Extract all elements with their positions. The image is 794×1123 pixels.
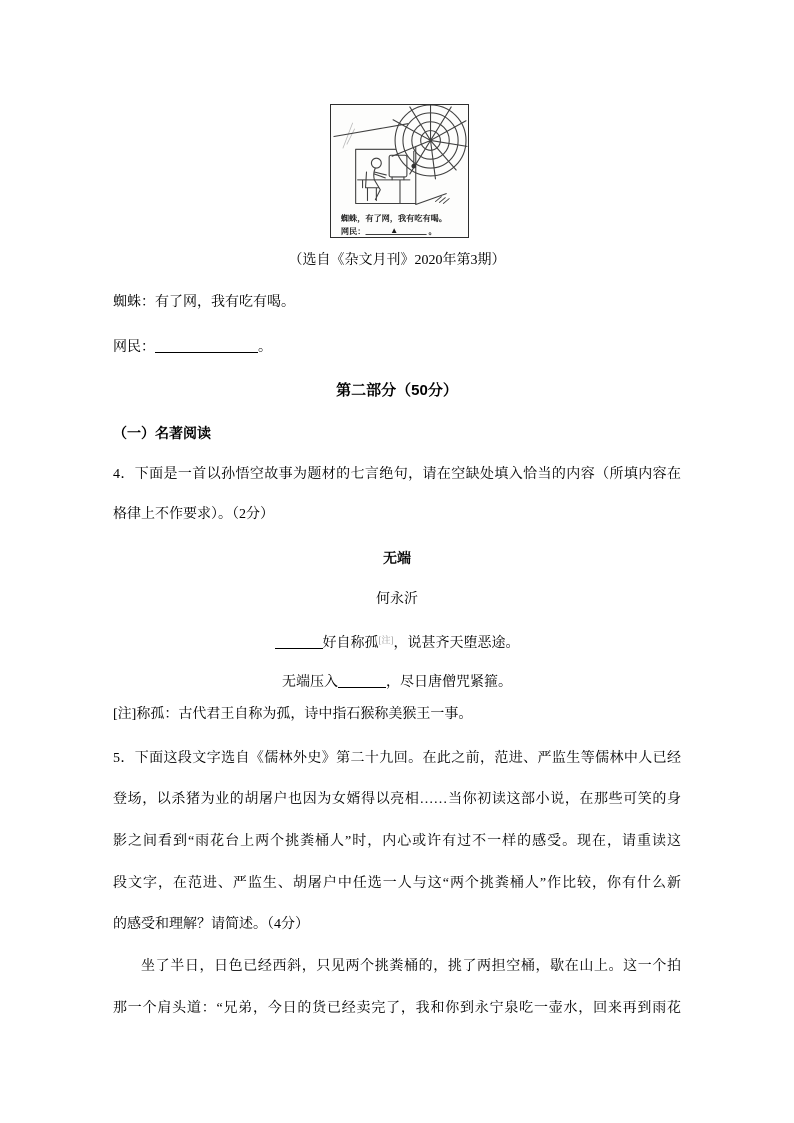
cartoon-figure bbox=[330, 104, 469, 238]
question5-line1: 5．下面这段文字选自《儒林外史》第二十九回。在此之前，范进、严监生等儒林中人已经 bbox=[113, 751, 681, 766]
poem-line1 bbox=[0, 629, 794, 651]
answer-placeholder-triangle-icon: ▲ bbox=[390, 226, 399, 236]
person-body-arms bbox=[374, 168, 386, 180]
poem-line2-text: 无端压入 bbox=[282, 675, 338, 690]
excerpt-line1: 坐了半日，日色已经西斜，只见两个挑粪桶的，挑了两担空桶，歇在山上。这一个拍 bbox=[141, 959, 681, 974]
spider-web-cartoon-illustration bbox=[331, 105, 468, 237]
netizen-label: 网民： bbox=[113, 340, 155, 355]
answer-blank bbox=[155, 337, 258, 353]
poem-footnote: [注]称孤：古代君王自称为孤，诗中指石猴称美猴王一事。 bbox=[113, 707, 473, 722]
poem-title: 无端 bbox=[383, 550, 411, 566]
question5-line5: 的感受和理解？请简述。（4分） bbox=[113, 917, 309, 932]
pencil-scribble bbox=[343, 123, 355, 149]
poem-line2-rest: ，尽日唐僧咒紧箍。 bbox=[386, 675, 512, 690]
poem-line2 bbox=[0, 672, 794, 694]
cartoon-netizen-end: 。 bbox=[428, 227, 437, 237]
question5-line4: 段文字，在范进、严监生、胡屠户中任选一人与这“两个挑粪桶人”作比较，你有什么新 bbox=[113, 876, 681, 891]
question5-line3: 影之间看到“雨花台上两个挑粪桶人”时，内心或许有过不一样的感受。现在，请重读这 bbox=[113, 834, 681, 849]
poem-author: 何永沂 bbox=[376, 592, 418, 607]
poem-line1-text: 好自称孤 bbox=[322, 636, 379, 651]
section-one-heading: （一）名著阅读 bbox=[113, 425, 211, 441]
cartoon-spider-line: 蜘蛛，有了网，我有吃有喝。 bbox=[340, 214, 447, 224]
netizen-dialogue-line bbox=[113, 337, 681, 359]
excerpt-line2: 那一个肩头道：“兄弟，今日的货已经卖完了，我和你到永宁泉吃一壶水，回来再到雨花 bbox=[113, 1001, 681, 1016]
spider-icon bbox=[411, 164, 416, 169]
computer-monitor bbox=[389, 155, 407, 177]
question4-line1: 4．下面是一首以孙悟空故事为题材的七言绝句，请在空缺处填入恰当的内容（所填内容在 bbox=[113, 467, 681, 482]
answer-blank bbox=[338, 672, 386, 688]
netizen-period: 。 bbox=[258, 340, 272, 355]
floor-hatch-marks bbox=[435, 197, 449, 204]
part-two-heading: 第二部分（50分） bbox=[336, 382, 458, 399]
question5-line2: 登场，以杀猪为业的胡屠户也因为女婿得以亮相……当你初读这部小说，在那些可笑的身 bbox=[113, 792, 681, 807]
chair-and-legs bbox=[366, 172, 381, 201]
person-head bbox=[371, 158, 381, 168]
poem-line1-rest: ，说甚齐天堕恶途。 bbox=[393, 636, 520, 651]
poem-note-superscript: [注] bbox=[378, 635, 394, 645]
cartoon-netizen-label: 网民： bbox=[340, 227, 366, 237]
figure-source-caption: （选自《杂文月刊》2020年第3期） bbox=[288, 253, 506, 268]
question4-line2: 格律上不作要求）。（2分） bbox=[113, 507, 274, 522]
answer-blank bbox=[275, 633, 323, 649]
spider-dialogue-line: 蜘蛛：有了网，我有吃有喝。 bbox=[113, 295, 295, 310]
